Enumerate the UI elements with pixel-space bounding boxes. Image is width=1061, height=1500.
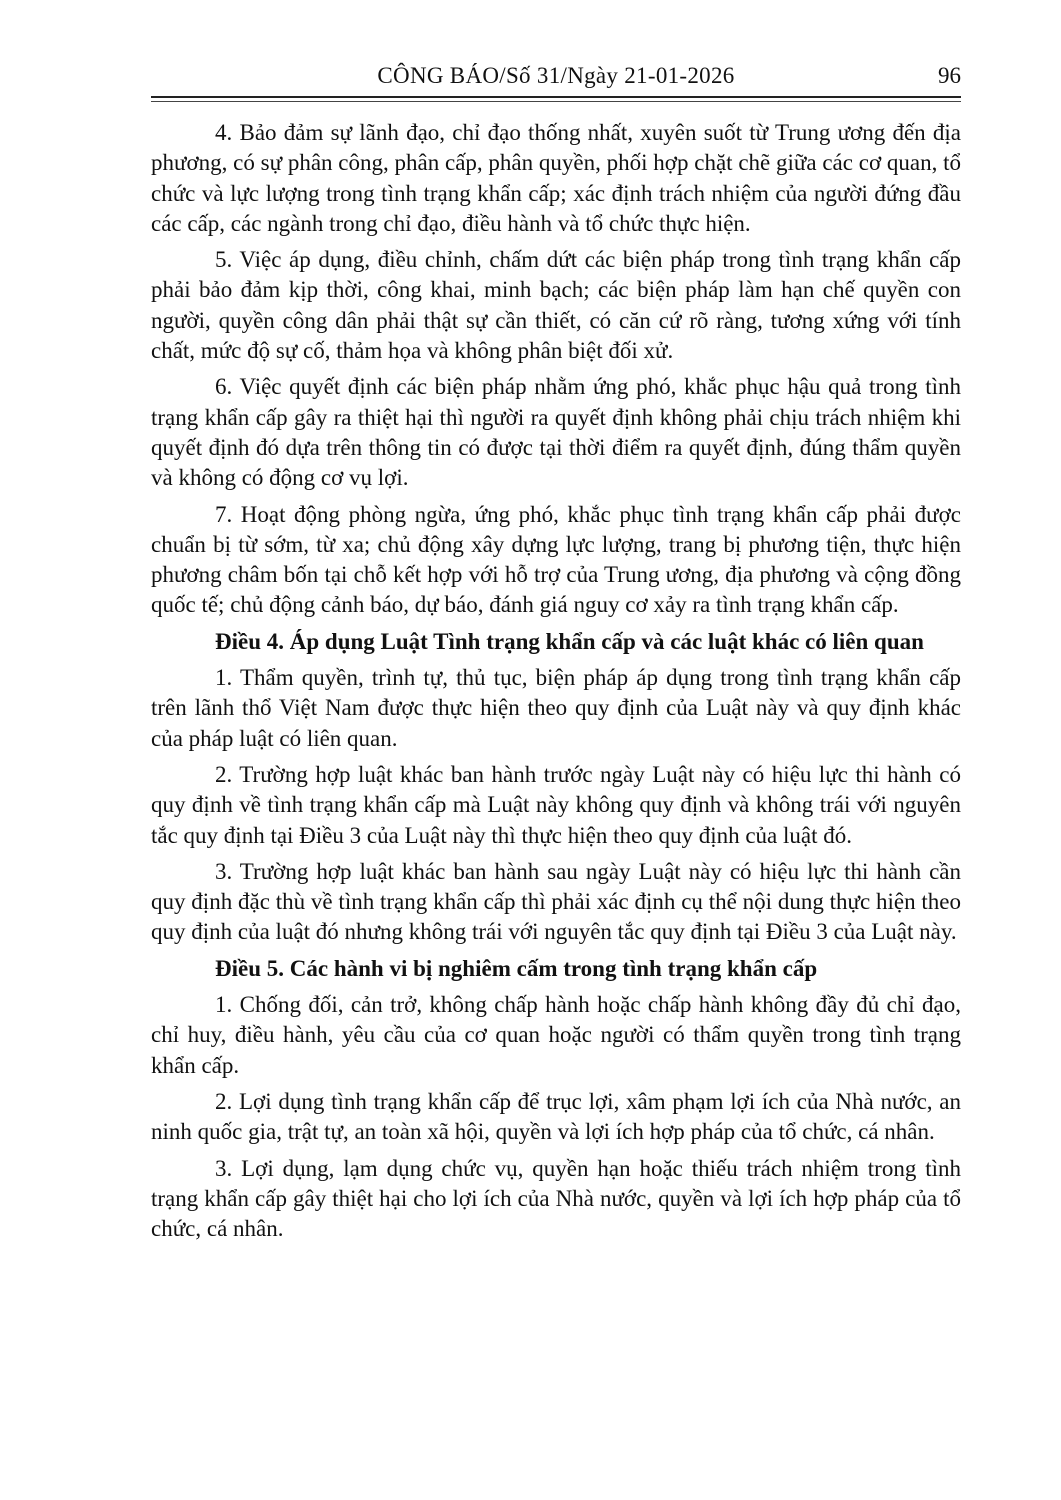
clause-5-paragraph: 5. Việc áp dụng, điều chỉnh, chấm dứt các biện pháp trong tình trạng khẩn cấp phải bảo đảm kịp thời, công khai, minh bạch; các biện pháp làm hạn chế quyền con người, quyền công dân phải thật sự cần thiết, có căn cứ rõ ràng, tương xứng với tính chất, mức độ sự cố, thảm họa và không phân biệt đối xử. <box>151 247 961 364</box>
article-5-heading: Điều 5. Các hành vi bị nghiêm cấm trong tình trạng khẩn cấp <box>215 955 818 981</box>
article-4-heading: Điều 4. Áp dụng Luật Tình trạng khẩn cấp và các luật khác có liên quan <box>215 628 924 654</box>
article-4-clause-3: 3. Trường hợp luật khác ban hành sau ngày Luật này có hiệu lực thi hành cần quy định đặc thù về tình trạng khẩn cấp thì phải xác định cụ thể nội dung thực hiện theo quy định của luật đó nhưng không trái với nguyên tắc quy định tại Điều 3 của Luật này. <box>151 858 961 945</box>
article-4-clause-1: 1. Thẩm quyền, trình tự, thủ tục, biện pháp áp dụng trong tình trạng khẩn cấp trên lãnh thổ Việt Nam được thực hiện theo quy định của Luật này và quy định khác của pháp luật có liên quan. <box>151 665 961 751</box>
gazette-title: CÔNG BÁO/Số 31/Ngày 21-01-2026 <box>377 63 735 88</box>
article-4-clause-2: 2. Trường hợp luật khác ban hành trước ngày Luật này có hiệu lực thi hành có quy định về tình trạng khẩn cấp mà Luật này không quy định và không trái với nguyên tắc quy định tại Điều 3 của Luật này thì thực hiện theo quy định của luật đó. <box>151 761 961 848</box>
page-header <box>151 58 961 94</box>
article-5-clause-2: 2. Lợi dụng tình trạng khẩn cấp để trục lợi, xâm phạm lợi ích của Nhà nước, an ninh quốc gia, trật tự, an toàn xã hội, quyền và lợi ích hợp pháp của tổ chức, cá nhân. <box>151 1088 961 1145</box>
clause-4-paragraph: 4. Bảo đảm sự lãnh đạo, chỉ đạo thống nhất, xuyên suốt từ Trung ương đến địa phương, có sự phân công, phân cấp, phân quyền, phối hợp chặt chẽ giữa các cơ quan, tổ chức và lực lượng trong tình trạng khẩn cấp; xác định trách nhiệm của người đứng đầu các cấp, các ngành trong chỉ đạo, điều hành và tổ chức thực hiện. <box>151 120 961 236</box>
page-number: 96 <box>938 63 961 88</box>
header-rule-thick <box>151 96 961 98</box>
clause-7-paragraph: 7. Hoạt động phòng ngừa, ứng phó, khắc phục tình trạng khẩn cấp phải được chuẩn bị từ sớm, từ xa; chủ động xây dựng lực lượng, trang bị phương tiện, thực hiện phương châm bốn tại chỗ kết hợp với hỗ trợ của Trung ương, địa phương và cộng đồng quốc tế; chủ động cảnh báo, dự báo, đánh giá nguy cơ xảy ra tình trạng khẩn cấp. <box>151 501 961 618</box>
article-5-clause-1: 1. Chống đối, cản trở, không chấp hành hoặc chấp hành không đầy đủ chỉ đạo, chỉ huy, điều hành, yêu cầu của cơ quan hoặc người có thẩm quyền trong tình trạng khẩn cấp. <box>151 992 961 1078</box>
article-5-clause-3: 3. Lợi dụng, lạm dụng chức vụ, quyền hạn hoặc thiếu trách nhiệm trong tình trạng khẩn cấp gây thiệt hại cho lợi ích của Nhà nước, quyền và lợi ích hợp pháp của tổ chức, cá nhân. <box>151 1155 961 1242</box>
clause-6-paragraph: 6. Việc quyết định các biện pháp nhằm ứng phó, khắc phục hậu quả trong tình trạng khẩn cấp gây ra thiệt hại thì người ra quyết định không phải chịu trách nhiệm khi quyết định đó dựa trên thông tin có được tại thời điểm ra quyết định, đúng thẩm quyền và không có động cơ vụ lợi. <box>151 374 961 491</box>
document-body <box>151 118 961 1250</box>
header-rule-thin <box>151 101 961 102</box>
